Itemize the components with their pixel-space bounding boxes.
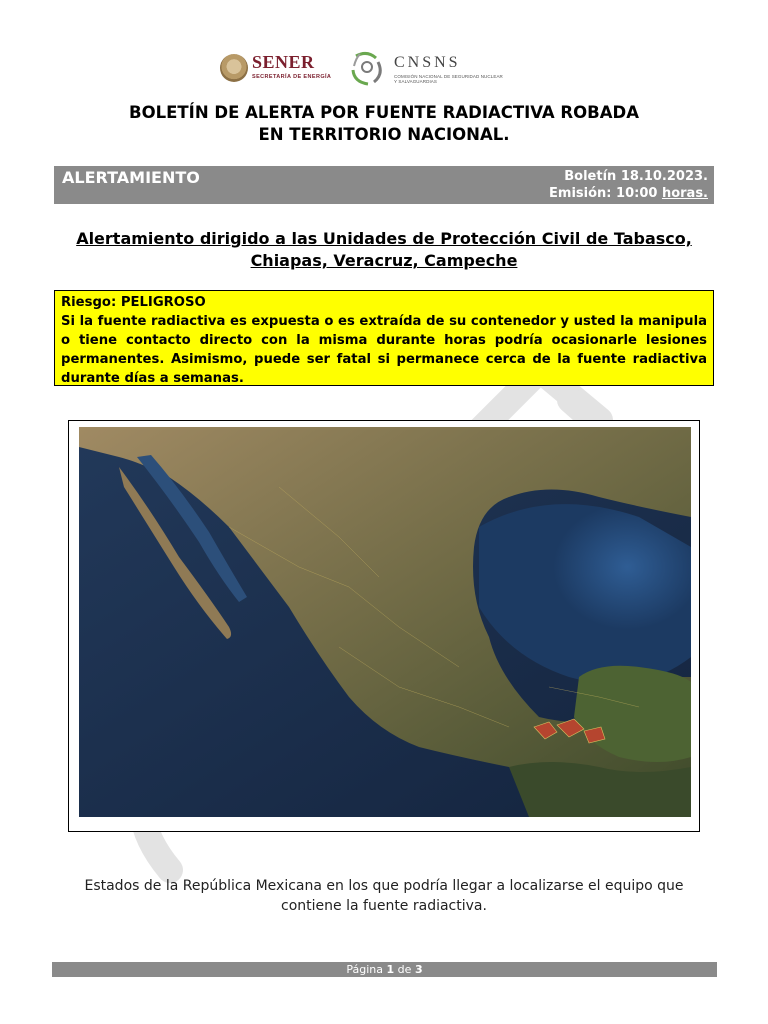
sener-name: SENER [252, 52, 315, 72]
risk-level: Riesgo: PELIGROSO [61, 295, 206, 310]
recipients-line-2: Chiapas, Veracruz, Campeche [250, 251, 518, 270]
alert-bar [54, 166, 714, 204]
bulletin-info [549, 168, 708, 202]
emission-time [549, 185, 708, 202]
page-footer [52, 962, 717, 977]
page-title [60, 102, 708, 146]
map-frame [68, 420, 700, 832]
sener-logo [220, 52, 340, 86]
alert-recipients [40, 228, 728, 272]
risk-description: Si la fuente radiactiva es expuesta o es extraída de su contenedor y usted la manipula o tiene contacto directo con la misma durante horas podría ocasionarle lesiones permanentes. Asimismo, puede ser fatal si permanece cerca de la fuente radiactiva durante días a semanas. [61, 314, 707, 386]
emission-prefix: Emisión: 10:00 [549, 186, 662, 201]
cnsns-logo [350, 48, 503, 88]
title-line-2: EN TERRITORIO NACIONAL. [258, 125, 510, 144]
atom-icon [350, 48, 384, 86]
footer-total: 3 [414, 963, 423, 976]
satellite-map-icon [79, 427, 691, 817]
map-caption [60, 876, 708, 916]
header-logos [0, 48, 768, 88]
title-line-1: BOLETÍN DE ALERTA POR FUENTE RADIACTIVA ROBADA [129, 103, 639, 122]
footer-page: 1 [386, 963, 395, 976]
cnsns-subtitle: COMISIÓN NACIONAL DE SEGURIDAD NUCLEAR Y SALVAGUARDIAS [394, 74, 503, 84]
cnsns-name: CNSNS [394, 54, 461, 71]
caption-line-2: contiene la fuente radiactiva. [281, 898, 487, 914]
emission-unit: horas. [661, 186, 708, 201]
footer-middle: de [394, 963, 415, 976]
risk-box [54, 290, 714, 386]
sener-subtitle: SECRETARÍA DE ENERGÍA [252, 74, 332, 80]
footer-prefix: Página [346, 963, 387, 976]
national-seal-icon [220, 54, 248, 82]
recipients-line-1: Alertamiento dirigido a las Unidades de Protección Civil de Tabasco, [76, 229, 692, 248]
alert-label: ALERTAMIENTO [62, 168, 200, 187]
caption-line-1: Estados de la República Mexicana en los que podría llegar a localizarse el equipo que [84, 878, 684, 894]
bulletin-date: Boletín 18.10.2023. [564, 169, 708, 184]
